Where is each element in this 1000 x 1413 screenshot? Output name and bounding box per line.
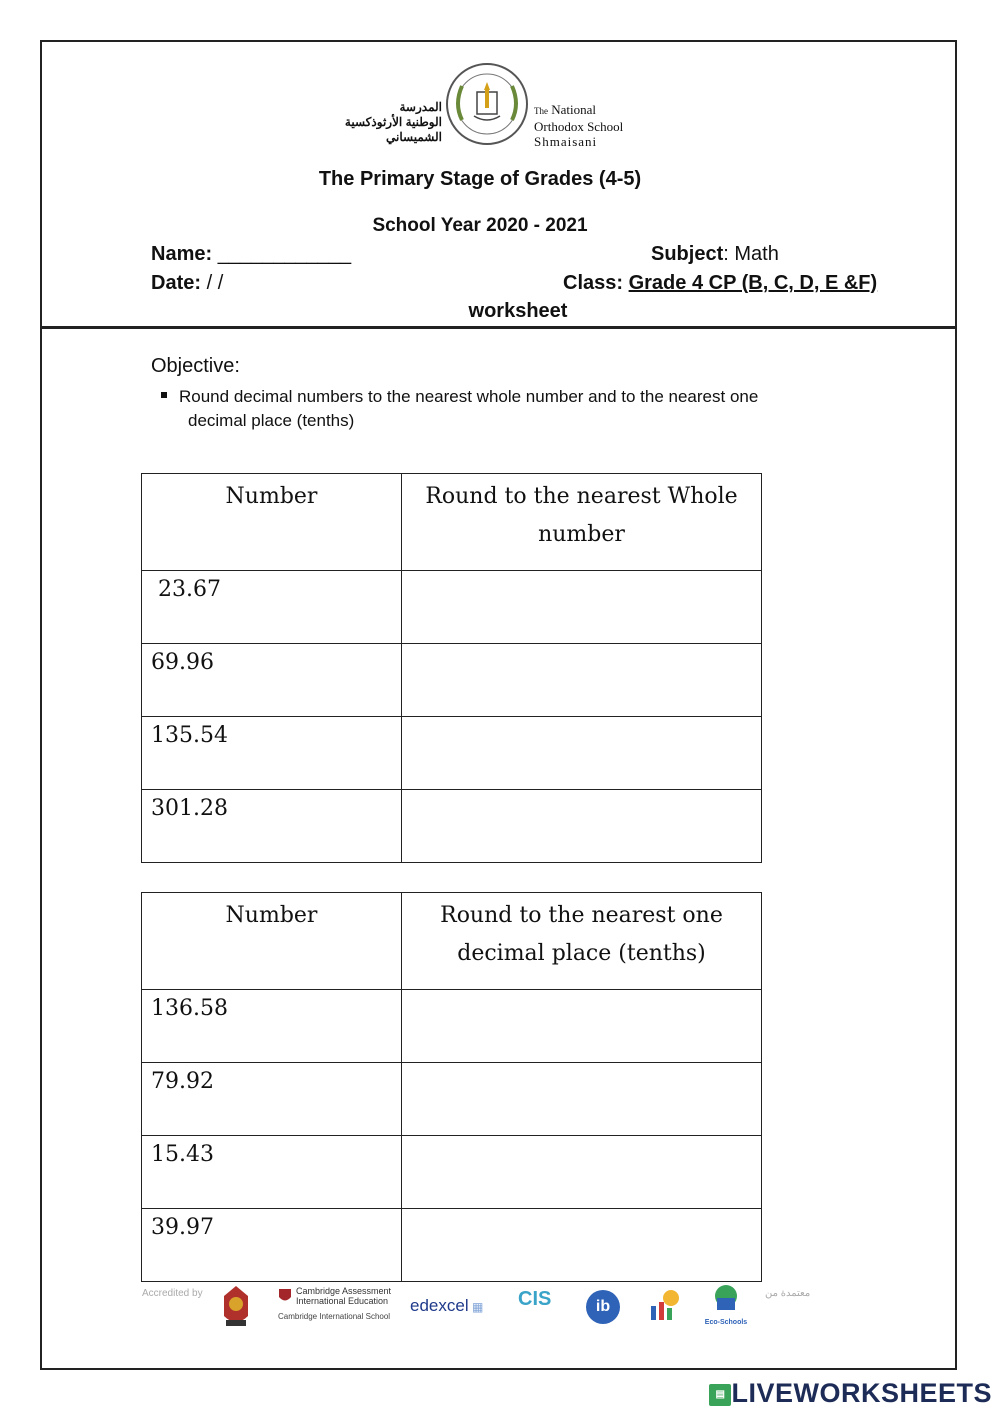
bullet-square-icon [161, 392, 167, 398]
header-divider [42, 326, 957, 329]
table-row [142, 717, 762, 790]
rounding-tenths-table [141, 892, 762, 1282]
answer-cell[interactable] [402, 717, 762, 790]
answer-cell[interactable] [402, 644, 762, 717]
stage-title: The Primary Stage of Grades (4-5) [318, 168, 642, 190]
worksheet-label: worksheet [468, 300, 568, 322]
number-cell: 15.43 [142, 1136, 402, 1209]
table-row [142, 1209, 762, 1282]
name-field[interactable]: Name: ____________ [151, 243, 352, 265]
number-cell: 23.67 [142, 571, 402, 644]
jordan-crest-icon [218, 1282, 254, 1330]
school-name-english: The National Orthodox School Shmaisani [534, 102, 624, 149]
accredited-by-arabic: معتمدة من [765, 1288, 811, 1299]
table-row [142, 1063, 762, 1136]
answer-cell[interactable] [402, 1063, 762, 1136]
answer-cell[interactable] [402, 1136, 762, 1209]
number-cell: 79.92 [142, 1063, 402, 1136]
table-row [142, 571, 762, 644]
number-cell: 39.97 [142, 1209, 402, 1282]
answer-cell[interactable] [402, 990, 762, 1063]
answer-cell[interactable] [402, 790, 762, 863]
column-header-number: Number [142, 474, 402, 571]
edexcel-logo: edexcel ▦ [410, 1296, 484, 1315]
school-name-arabic [330, 100, 442, 145]
cis-logo: CIS [518, 1288, 552, 1310]
rounding-whole-table [141, 473, 762, 863]
ib-logo: ib [586, 1290, 620, 1324]
number-cell: 301.28 [142, 790, 402, 863]
accredited-by-label: Accredited by [142, 1288, 203, 1299]
answer-cell[interactable] [402, 1209, 762, 1282]
table-header-row [142, 893, 762, 990]
liveworksheets-watermark: ▤ LIVEWORKSHEETS [709, 1378, 992, 1409]
objective-bullet: Round decimal numbers to the nearest whole number and to the nearest one decimal place (tenths) [161, 385, 861, 433]
school-name-ar-line2: الوطنية الأرثوذكسية [344, 115, 442, 129]
table-row [142, 790, 762, 863]
eco-tree-icon [711, 1284, 741, 1314]
objective-label: Objective: [151, 355, 240, 377]
eco-schools-logo: Eco-Schools [702, 1284, 750, 1326]
class-field: Class: Grade 4 CP (B, C, D, E &F) [563, 272, 878, 294]
number-cell: 69.96 [142, 644, 402, 717]
number-cell: 136.58 [142, 990, 402, 1063]
table-row [142, 990, 762, 1063]
number-cell: 135.54 [142, 717, 402, 790]
table-row [142, 1136, 762, 1209]
answer-cell[interactable] [402, 571, 762, 644]
sunshine-logo-icon [645, 1286, 685, 1326]
table-row [142, 644, 762, 717]
school-name-ar-line3: الشميساني [386, 130, 442, 144]
column-header-round-whole: Round to the nearest Whole number [402, 474, 762, 571]
table-header-row [142, 474, 762, 571]
liveworksheets-logo-icon: ▤ [709, 1384, 731, 1406]
column-header-round-tenths: Round to the nearest one decimal place (tenths) [402, 893, 762, 990]
column-header-number: Number [142, 893, 402, 990]
cambridge-shield-icon [278, 1288, 292, 1304]
school-seal-icon [444, 60, 530, 148]
date-field[interactable]: Date: / / [151, 272, 224, 294]
school-name-ar-line1: المدرسة [399, 100, 442, 114]
subject-field: Subject: Math [651, 243, 779, 265]
accreditation-footer: Accredited by Cambridge Assessment International Education Cambridge International School edexcel ▦ CIS ib Eco-Schools معتمدة من [140, 1282, 820, 1334]
school-year: School Year 2020 - 2021 [372, 215, 588, 236]
